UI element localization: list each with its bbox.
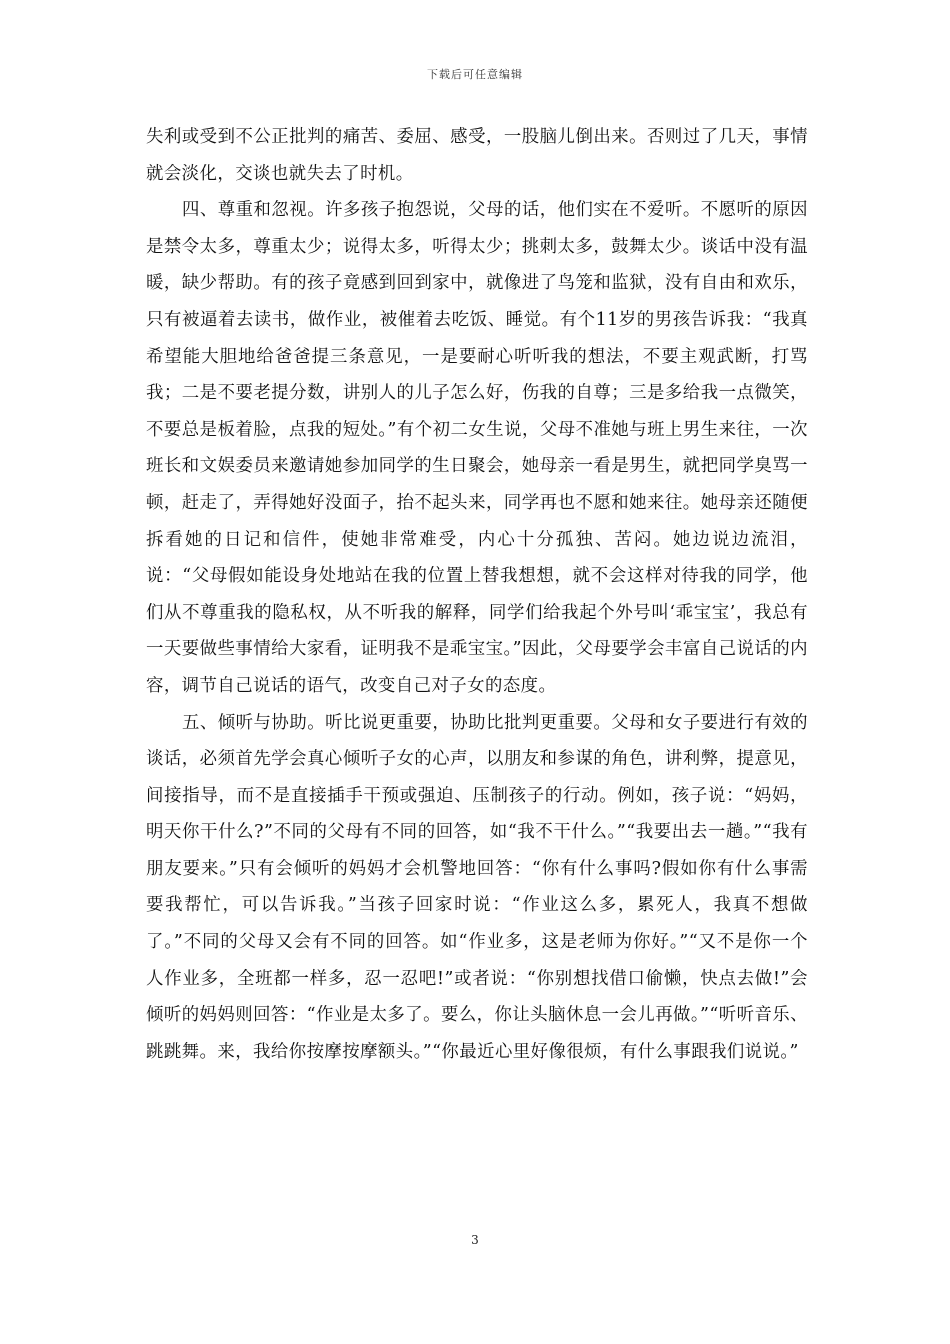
document-body: [146, 119, 808, 1070]
paragraph-respect-and-neglect: 四、尊重和忽视。许多孩子抱怨说，父母的话，他们实在不爱听。不愿听的原因是禁令太多，尊重太少；说得太多，听得太少；挑刺太多，鼓舞太少。谈话中没有温暖，缺少帮助。有的孩子竟感到回到家中，就像进了鸟笼和监狱，没有自由和欢乐，只有被逼着去读书，做作业，被催着去吃饭、睡觉。有个11岁的男孩告诉我：“我真希望能大胆地给爸爸提三条意见，一是要耐心听听我的想法，不要主观武断，打骂我；二是不要老提分数，讲别人的儿子怎么好，伤我的自尊；三是多给我一点微笑，不要总是板着脸，点我的短处。”有个初二女生说，父母不准她与班上男生来往，一次班长和文娱委员来邀请她参加同学的生日聚会，她母亲一看是男生，就把同学臭骂一顿，赶走了，弄得她好没面子，抬不起头来，同学再也不愿和她来往。她母亲还随便拆看她的日记和信件，使她非常难受，内心十分孤独、苦闷。她边说边流泪，说：“父母假如能设身处地站在我的位置上替我想想，就不会这样对待我的同学，他们从不尊重我的隐私权，从不听我的解释，同学们给我起个外号叫‘乖宝宝’，我总有一天要做些事情给大家看，证明我不是乖宝宝。”因此，父母要学会丰富自己说话的内容，调节自己说话的语气，改变自己对子女的态度。: [146, 200, 808, 696]
paragraph-continuation: 失利或受到不公正批判的痛苦、委屈、感受，一股脑儿倒出来。否则过了几天，事情就会淡化，交谈也就失去了时机。: [146, 127, 808, 184]
page-header: 下载后可任意编辑: [427, 68, 523, 81]
paragraph-listen-and-assist: 五、倾听与协助。听比说更重要，协助比批判更重要。父母和女子要进行有效的谈话，必须首先学会真心倾听子女的心声，以朋友和参谋的角色，讲利弊，提意见，间接指导，而不是直接插手干预或强迫、压制孩子的行动。例如，孩子说：“妈妈，明天你干什么?”不同的父母有不同的回答，如“我不干什么。”“我要出去一趟。”“我有朋友要来。”只有会倾听的妈妈才会机警地回答：“你有什么事吗?假如你有什么事需要我帮忙，可以告诉我。”当孩子回家时说：“作业这么多，累死人，我真不想做了。”不同的父母又会有不同的回答。如“作业多，这是老师为你好。”“又不是你一个人作业多，全班都一样多，忍一忍吧!”或者说：“你别想找借口偷懒，快点去做!”会倾听的妈妈则回答：“作业是太多了。要么，你让头脑休息一会儿再做。”“听听音乐、跳跳舞。来，我给你按摩按摩额头。”“你最近心里好像很烦，有什么事跟我们说说。”: [146, 712, 808, 1062]
page-number: 3: [471, 1233, 479, 1247]
